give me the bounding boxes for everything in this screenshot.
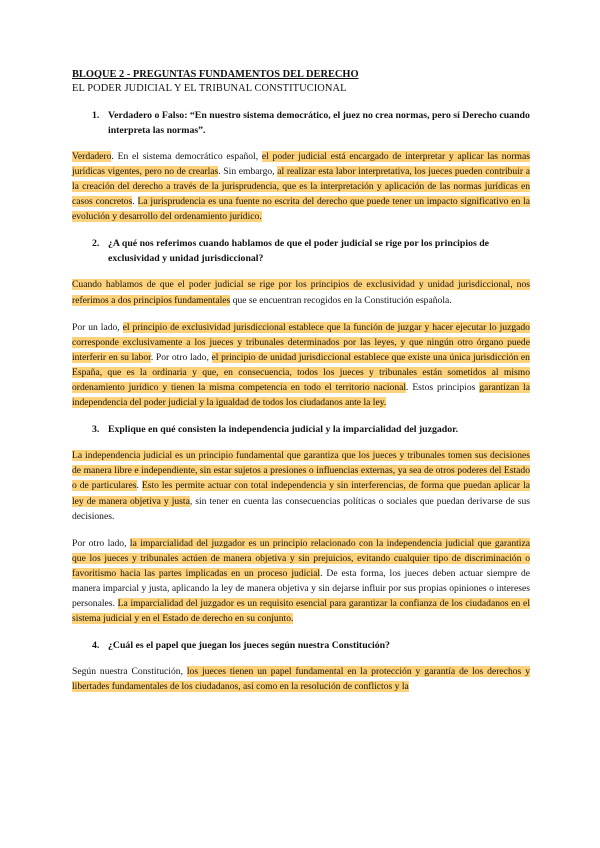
question-number: 2. — [92, 238, 100, 250]
question-text: ¿A qué nos referimos cuando hablamos de que el poder judicial se rige por los principios de exclusividad y unidad jurisdiccional? — [108, 238, 490, 265]
text-span: . Sin embargo, — [218, 166, 278, 178]
text-span: que se encuentran recogidos en la Constitución española. — [230, 294, 452, 306]
question-3 — [72, 422, 530, 437]
document-subtitle: EL PODER JUDICIAL Y EL TRIBUNAL CONSTITUCIONAL — [72, 83, 347, 94]
highlighted-text: La independencia judicial es un principio fundamental que garantiza que los jueces y tribunales tomen sus decisiones de manera libre e independiente, sin estar sujetos a presiones o influencias externas, ya sea de otros poderes del Estado o de particulares — [72, 450, 530, 492]
question-text: Verdadero o Falso: “En nuestro sistema democrático, el juez no crea normas, pero sí Derecho cuando interpreta las normas”. — [108, 110, 530, 136]
highlighted-text: Esto les permite actuar con total independencia y sin interferencias, de forma que puedan aplicar la ley de manera objetiva y justa — [72, 480, 530, 507]
document-content — [72, 68, 530, 706]
answer-paragraph — [72, 664, 530, 694]
document-title: BLOQUE 2 - PREGUNTAS FUNDAMENTOS DEL DERECHO — [72, 69, 359, 80]
question-number: 3. — [92, 424, 100, 436]
question-text: ¿Cuál es el papel que juegan los jueces según nuestra Constitución? — [108, 640, 390, 652]
answer-paragraph — [72, 277, 530, 307]
text-span: Según nuestra Constitución, — [72, 666, 187, 678]
answer-paragraph — [72, 149, 530, 224]
highlighted-text: Verdadero — [72, 151, 112, 162]
text-span: . En el sistema democrático español, — [111, 151, 262, 162]
text-span: . — [136, 480, 142, 492]
text-span: Por otro lado, — [72, 537, 130, 549]
question-2 — [72, 236, 530, 266]
highlighted-text: el principio de unidad jurisdiccional establece que existe una única jurisdicción en España, que es la ordinaria y que, en consecuencia, todos los jueces y tribunales están sometidos al mismo ordenamiento jurídico y tienen la misma competencia en todo el territorio nacional — [72, 351, 530, 394]
text-span: , sin tener en cuenta las consecuencias políticas o sociales que puedan derivarse de sus decisiones. — [72, 495, 530, 522]
text-span: . De esta forma, los jueces deben actuar siempre de manera imparcial y justa, aplicando la ley de manera objetiva y sin dejarse influir por sus propias opiniones o intereses personales. — [72, 567, 530, 610]
question-1 — [72, 108, 530, 138]
question-number: 4. — [92, 640, 100, 652]
text-span: . — [132, 196, 138, 208]
answer-paragraph — [72, 448, 530, 523]
highlighted-text: la imparcialidad del juzgador es un principio relacionado con la independencia judicial que garantiza que los jueces y tribunales actúen de manera objetiva y sin prejuicios, evitando cualquier tipo de discriminación o favoritismo hacia las partes implicadas en un proceso judicial — [72, 537, 530, 579]
highlighted-text: el poder judicial está encargado de interpretar y aplicar las normas jurídicas vigentes, pero no de crearlas — [72, 151, 530, 178]
highlighted-text: al realizar esta labor interpretativa, los jueces pueden contribuir a la creación del derecho a través de la jurisprudencia, que es la interpretación y aplicación de las normas jurídicas en casos concretos — [72, 166, 531, 208]
text-span: . Estos principios — [406, 382, 480, 394]
highlighted-text: La imparcialidad del juzgador es un requisito esencial para garantizar la confianza de los ciudadanos en el sistema judicial y en el Estado de derecho en su conjunto. — [72, 598, 530, 625]
question-4 — [72, 638, 530, 653]
highlighted-text: garantizan la independencia del poder judicial y la igualdad de todos los ciudadanos ante la ley. — [72, 382, 530, 409]
answer-paragraph — [72, 536, 530, 627]
highlighted-text: los jueces tienen un papel fundamental en la protección y garantía de los derechos y libertades fundamentales de los ciudadanos, así como en la resolución de conflictos y la — [72, 666, 530, 693]
question-text: Explique en qué consisten la independencia judicial y la imparcialidad del juzgador. — [108, 424, 459, 436]
answer-paragraph — [72, 320, 530, 411]
question-number: 1. — [92, 110, 100, 121]
text-span: Por un lado, — [72, 321, 123, 333]
highlighted-text: el principio de exclusividad jurisdiccional establece que la función de juzgar y hacer ejecutar lo juzgado corresponde exclusivamente a los jueces y tribunales determinados por las leyes, y que ningún otro órgano puede interferir en su labor — [72, 321, 530, 363]
text-span: . Por otro lado, — [150, 351, 212, 363]
highlighted-text: La jurisprudencia es una fuente no escrita del derecho que puede tener un impacto significativo en la evolución y desarrollo del ordenamiento jurídico. — [72, 196, 530, 223]
highlighted-text: Cuando hablamos de que el poder judicial se rige por los principios de exclusividad y unidad jurisdiccional, nos referimos a dos principios fundamentales — [72, 279, 530, 306]
